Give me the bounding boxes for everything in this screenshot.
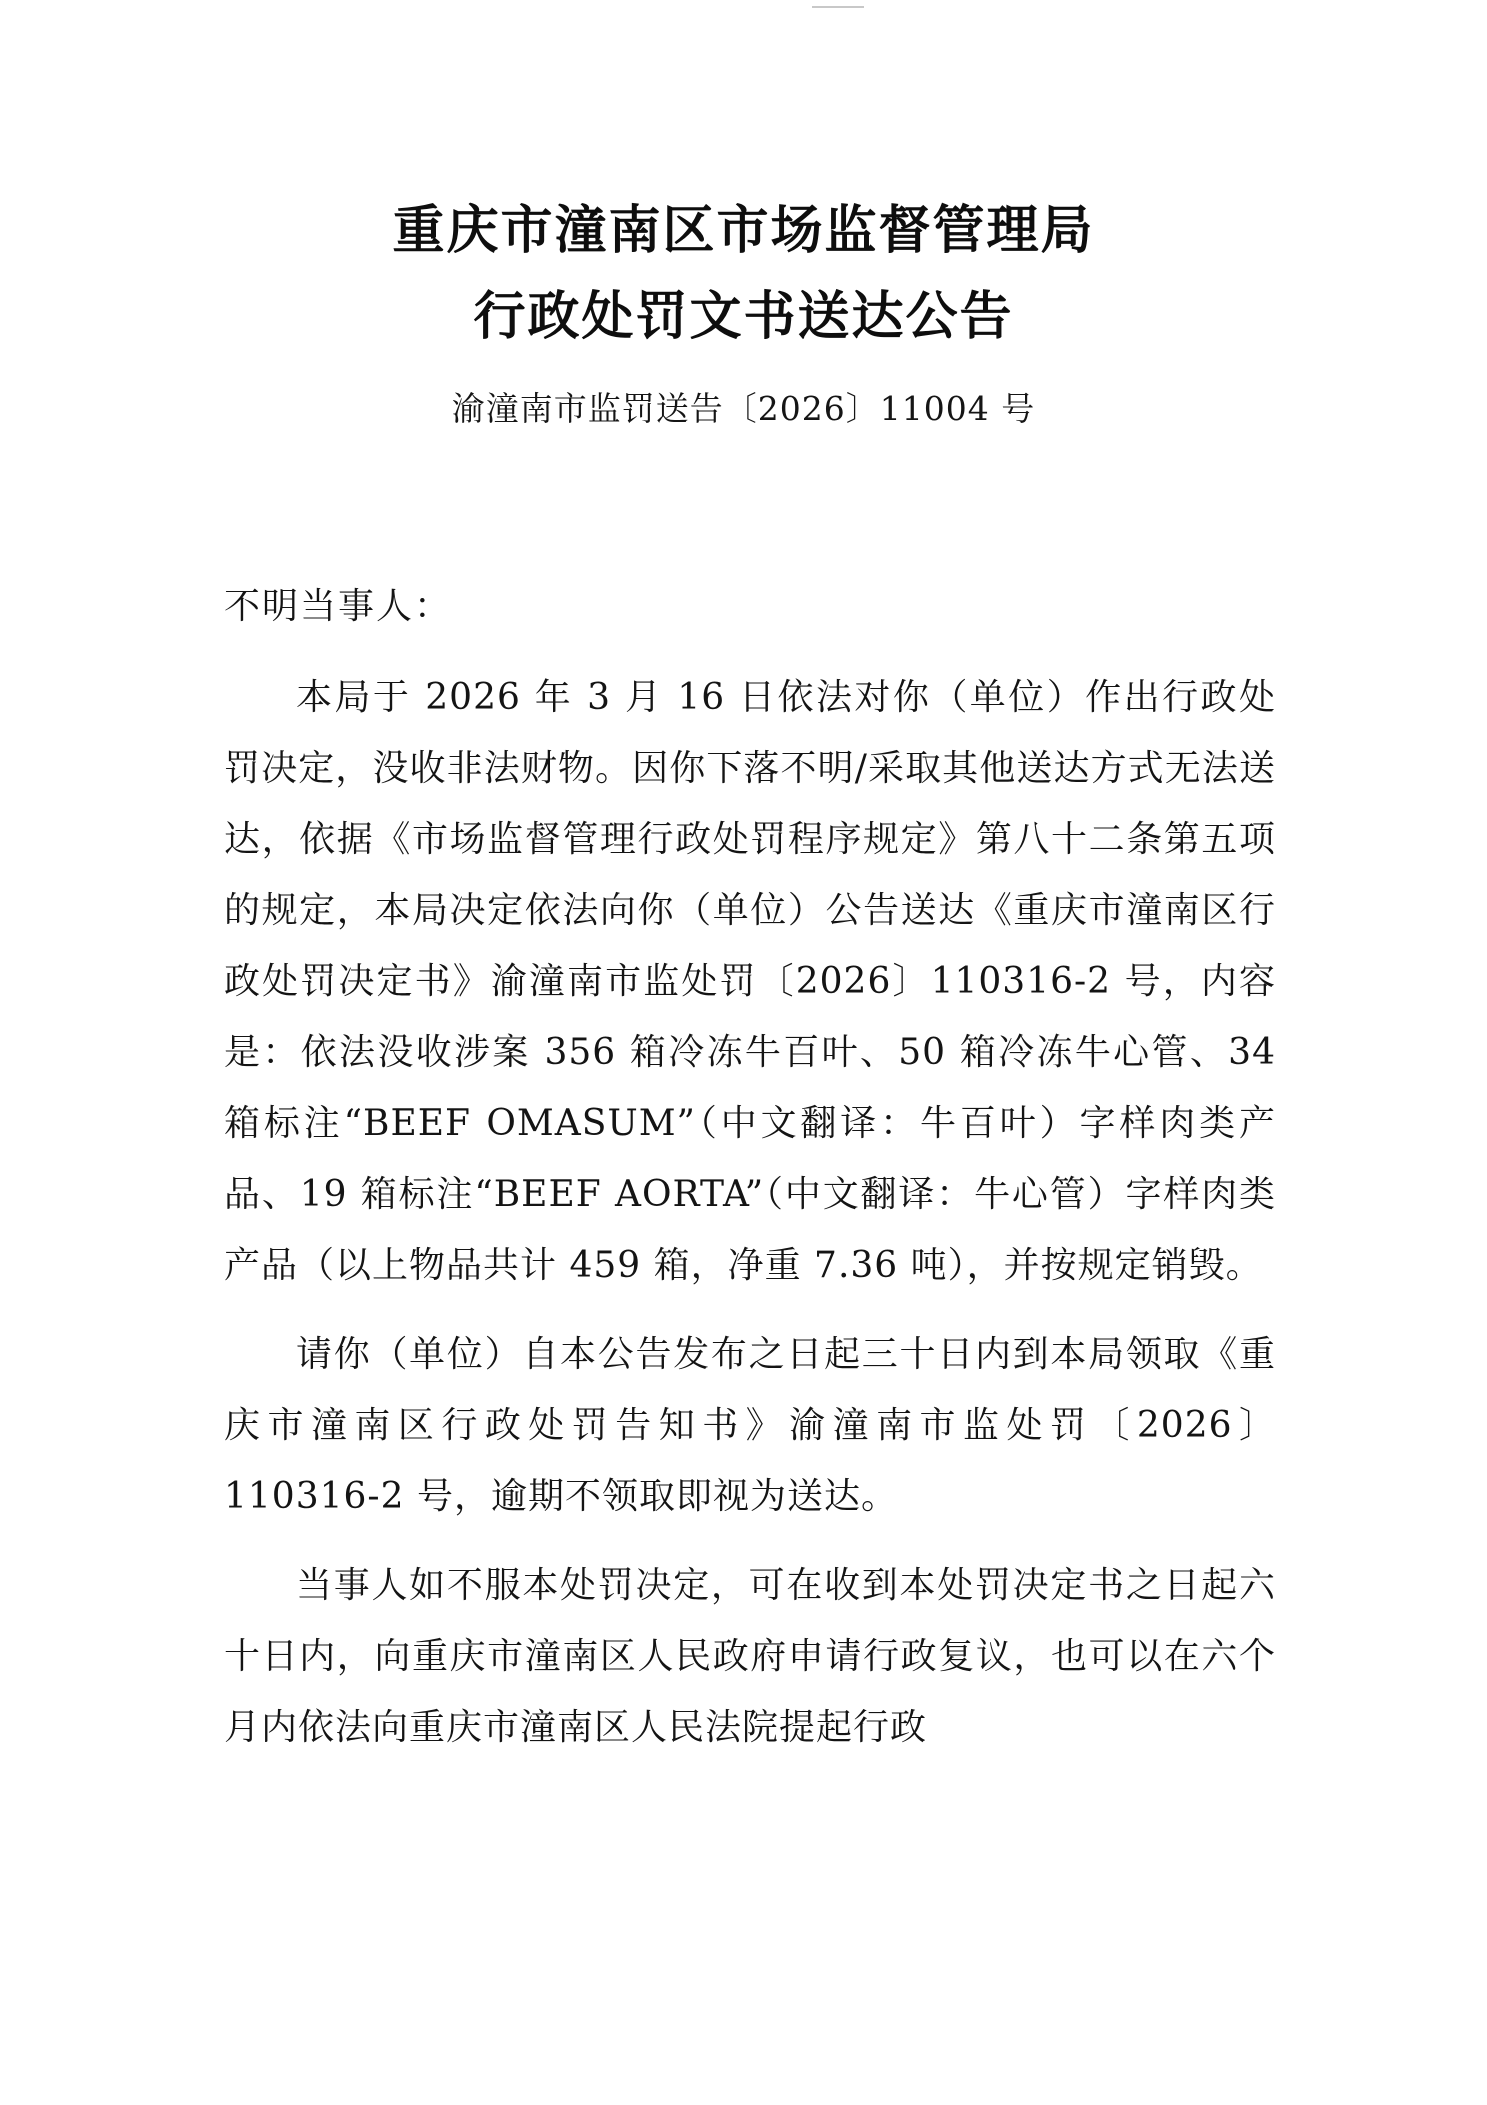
addressee: 不明当事人： bbox=[224, 586, 453, 627]
scan-artifact-line bbox=[812, 6, 864, 8]
paragraph-decision: 本局于 2026 年 3 月 16 日依法对你（单位）作出行政处罚决定，没收非法财物。因你下落不明/采取其他送达方式无法送达，依据《市场监督管理行政处罚程序规定》第八十二条第五项的规定，本局决定依法向你（单位）公告送达《重庆市潼南区行政处罚决定书》渝潼南市监处罚〔2026〕110316-2 号，内容是：依法没收涉案 356 箱冷冻牛百叶、50 箱冷冻牛心管、34 箱标注“BEEF OMASUM”（中文翻译：牛百叶）字样肉类产品、19 箱标注“BEEF AORTA”（中文翻译：牛心管）字样肉类产品（以上物品共计 459 箱，净重 7.36 吨），并按规定销毁。 bbox=[224, 677, 1276, 1286]
document-title bbox=[0, 188, 1487, 360]
notice-body bbox=[224, 662, 1276, 1763]
paragraph-appeal: 当事人如不服本处罚决定，可在收到本处罚决定书之日起六十日内，向重庆市潼南区人民政府申请行政复议，也可以在六个月内依法向重庆市潼南区人民法院提起行政 bbox=[224, 1565, 1276, 1748]
title-line-agency: 重庆市潼南区市场监督管理局 bbox=[392, 200, 1095, 261]
title-line-notice: 行政处罚文书送达公告 bbox=[473, 286, 1014, 347]
document-number: 渝潼南市监罚送告〔2026〕11004 号 bbox=[451, 389, 1036, 428]
paragraph-collection: 请你（单位）自本公告发布之日起三十日内到本局领取《重庆市潼南区行政处罚告知书》渝潼南市监处罚〔2026〕110316-2 号，逾期不领取即视为送达。 bbox=[224, 1334, 1276, 1517]
